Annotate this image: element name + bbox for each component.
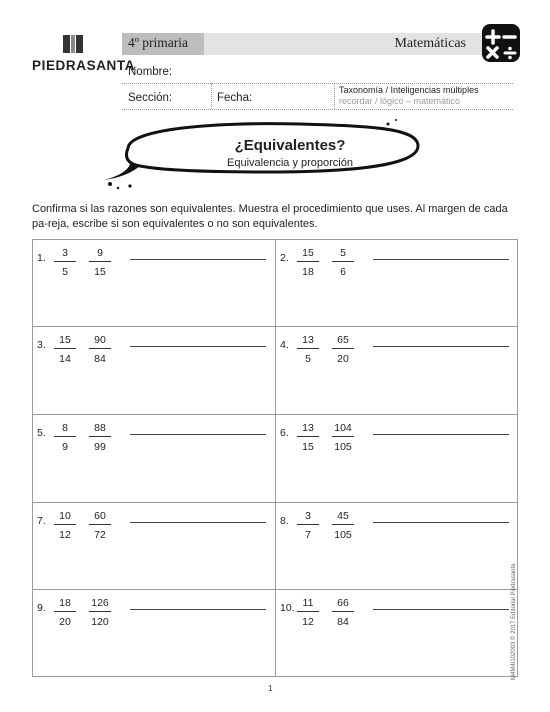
name-label: Nombre: <box>128 66 173 78</box>
taxonomy-title: Taxonomía / Inteligencias múltiples <box>339 85 479 95</box>
fraction-bar <box>332 524 354 525</box>
numerator: 126 <box>91 597 109 609</box>
field-divider <box>334 83 335 109</box>
fraction <box>297 421 319 454</box>
fraction-bar <box>297 436 319 437</box>
exercise-number: 5. <box>37 427 46 439</box>
fraction <box>89 509 111 542</box>
exercise-number: 9. <box>37 602 46 614</box>
taxonomy-values: recordar / lógico – matemático <box>339 96 461 106</box>
fraction <box>54 421 76 454</box>
fraction <box>54 596 76 629</box>
numerator: 5 <box>340 247 346 259</box>
exercise-number: 3. <box>37 339 46 351</box>
numerator: 88 <box>94 422 106 434</box>
exercise-number: 7. <box>37 515 46 527</box>
grade-label: 4º primaria <box>128 35 189 50</box>
fraction-bar <box>332 436 354 437</box>
math-operations-icon <box>482 24 520 62</box>
worksheet-subtitle: Equivalencia y proporción <box>227 157 353 169</box>
exercise-number: 4. <box>280 339 289 351</box>
section-date-field[interactable] <box>122 109 513 110</box>
fraction-bar <box>89 611 111 612</box>
numerator: 13 <box>302 422 314 434</box>
exercise-item <box>32 414 275 501</box>
fraction <box>54 333 76 366</box>
denominator: 14 <box>59 353 71 365</box>
exercise-item <box>275 589 518 676</box>
fraction <box>297 333 319 366</box>
fraction-bar <box>54 348 76 349</box>
exercise-number: 10. <box>280 602 295 614</box>
answer-line[interactable] <box>130 346 266 347</box>
fraction <box>332 596 354 629</box>
subject-label: Matemáticas <box>394 36 466 51</box>
denominator: 84 <box>94 353 106 365</box>
numerator: 66 <box>337 597 349 609</box>
fraction-bar <box>297 348 319 349</box>
exercise-number: 6. <box>280 427 289 439</box>
denominator: 18 <box>302 266 314 278</box>
section-label: Sección: <box>128 92 173 104</box>
fraction <box>297 246 319 279</box>
exercise-item <box>275 414 518 501</box>
answer-line[interactable] <box>373 434 509 435</box>
denominator: 12 <box>302 616 314 628</box>
fraction-bar <box>297 611 319 612</box>
fraction-bar <box>297 524 319 525</box>
exercise-number: 1. <box>37 252 46 264</box>
numerator: 90 <box>94 334 106 346</box>
copyright-note: M4M4I102003 © 2017 Editorial Piedrasanta <box>511 563 517 680</box>
page-number: 1 <box>268 684 273 693</box>
numerator: 45 <box>337 510 349 522</box>
exercise-number: 8. <box>280 515 289 527</box>
denominator: 12 <box>59 529 71 541</box>
numerator: 60 <box>94 510 106 522</box>
fraction <box>54 246 76 279</box>
denominator: 99 <box>94 441 106 453</box>
denominator: 84 <box>337 616 349 628</box>
fraction <box>89 596 111 629</box>
numerator: 104 <box>334 422 352 434</box>
numerator: 9 <box>97 247 103 259</box>
fraction-bar <box>54 524 76 525</box>
denominator: 15 <box>94 266 106 278</box>
fraction-bar <box>332 261 354 262</box>
numerator: 13 <box>302 334 314 346</box>
exercise-item <box>32 589 275 676</box>
numerator: 10 <box>59 510 71 522</box>
denominator: 20 <box>59 616 71 628</box>
numerator: 15 <box>59 334 71 346</box>
numerator: 8 <box>62 422 68 434</box>
date-label: Fecha: <box>217 92 253 104</box>
denominator: 105 <box>334 529 352 541</box>
fraction-bar <box>89 261 111 262</box>
fraction-bar <box>54 611 76 612</box>
fraction <box>332 509 354 542</box>
fraction-bar <box>89 524 111 525</box>
fraction <box>54 509 76 542</box>
denominator: 105 <box>334 441 352 453</box>
answer-line[interactable] <box>373 346 509 347</box>
fraction <box>332 333 354 366</box>
numerator: 18 <box>59 597 71 609</box>
fraction <box>89 246 111 279</box>
denominator: 15 <box>302 441 314 453</box>
denominator: 5 <box>62 266 68 278</box>
field-divider <box>211 83 212 109</box>
fraction-bar <box>54 436 76 437</box>
worksheet-title: ¿Equivalentes? <box>234 137 346 154</box>
answer-line[interactable] <box>373 522 509 523</box>
speech-bubble-banner <box>100 118 440 194</box>
fraction-bar <box>89 436 111 437</box>
answer-line[interactable] <box>130 434 266 435</box>
fraction-bar <box>332 348 354 349</box>
exercise-item <box>32 239 275 326</box>
exercise-item <box>275 326 518 413</box>
fraction-bar <box>332 611 354 612</box>
numerator: 3 <box>305 510 311 522</box>
fraction <box>297 596 319 629</box>
brand-name: PIEDRASANTA <box>32 58 136 73</box>
exercise-item <box>275 239 518 326</box>
fraction-bar <box>54 261 76 262</box>
denominator: 7 <box>305 529 311 541</box>
fraction <box>297 509 319 542</box>
denominator: 120 <box>91 616 109 628</box>
answer-line[interactable] <box>130 522 266 523</box>
fraction <box>332 246 354 279</box>
fraction <box>89 421 111 454</box>
denominator: 5 <box>305 353 311 365</box>
fraction-bar <box>89 348 111 349</box>
book-logo-icon <box>62 33 84 55</box>
denominator: 6 <box>340 266 346 278</box>
numerator: 65 <box>337 334 349 346</box>
denominator: 9 <box>62 441 68 453</box>
name-field[interactable] <box>122 83 513 84</box>
answer-line[interactable] <box>130 609 266 610</box>
numerator: 3 <box>62 247 68 259</box>
exercise-item <box>32 326 275 413</box>
numerator: 15 <box>302 247 314 259</box>
answer-line[interactable] <box>373 259 509 260</box>
instructions: Confirma si las razones son equivalentes. Muestra el procedimiento que uses. Al margen de cada pa-reja, escribe si son equivalentes o no son equivalentes. <box>32 203 508 230</box>
exercise-item <box>275 502 518 589</box>
denominator: 20 <box>337 353 349 365</box>
numerator: 11 <box>302 597 314 609</box>
fraction <box>332 421 354 454</box>
fraction-bar <box>297 261 319 262</box>
answer-line[interactable] <box>130 259 266 260</box>
answer-line[interactable] <box>373 609 509 610</box>
exercise-number: 2. <box>280 252 289 264</box>
denominator: 72 <box>94 529 106 541</box>
fraction <box>89 333 111 366</box>
exercise-item <box>32 502 275 589</box>
